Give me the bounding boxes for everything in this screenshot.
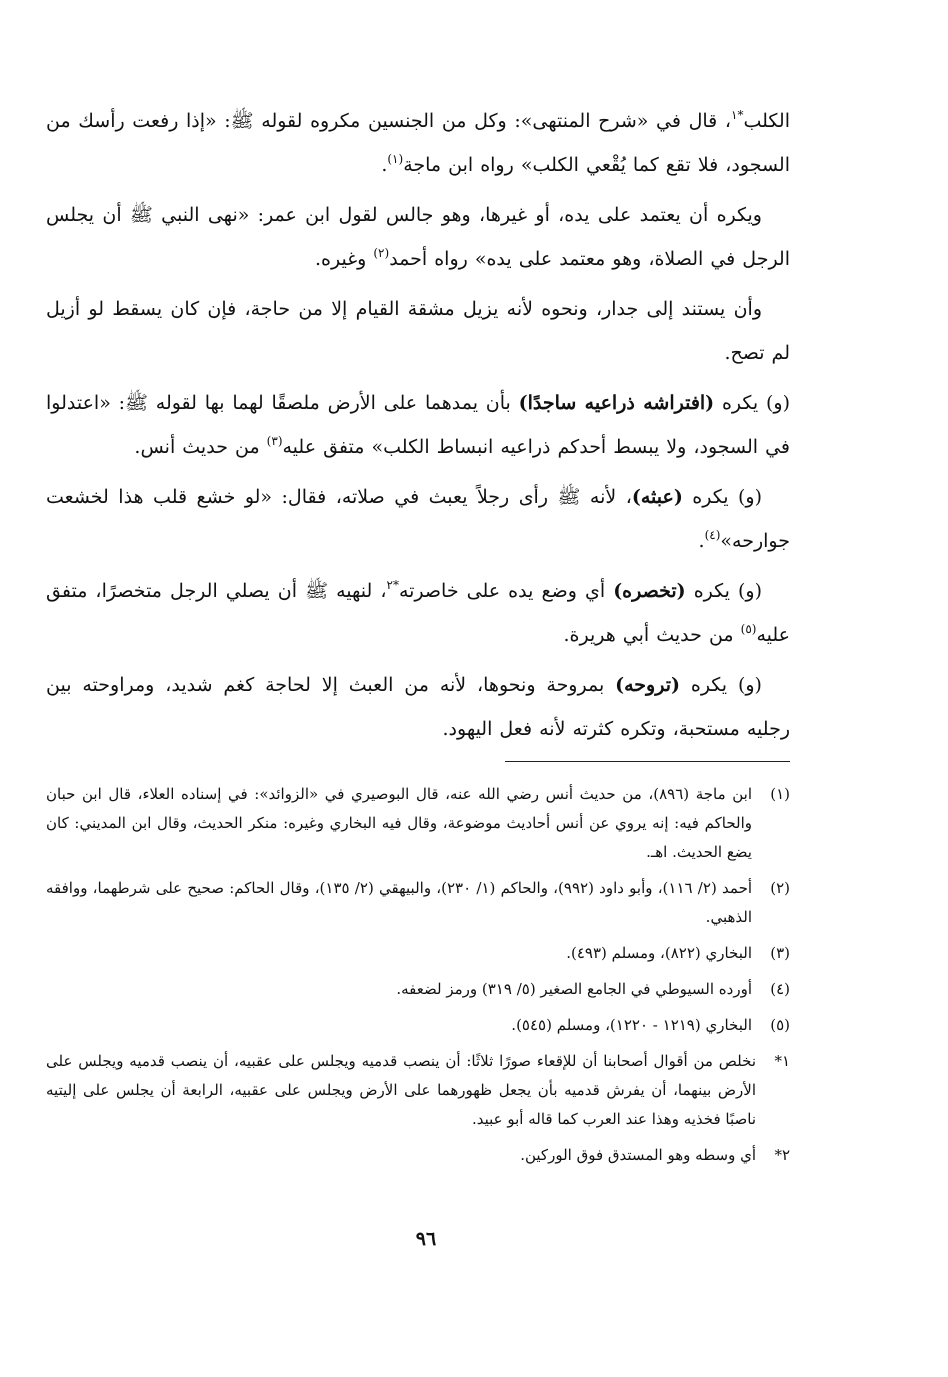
bold-term: (عبثه) [631,486,683,508]
footnote-marker: (٤) [704,527,721,542]
text-run: ، لنهيه ﷺ أن يصلي الرجل متخصرًا، متفق عليه [46,580,790,646]
footnotes [46,780,790,1170]
text-run: ويكره أن يعتمد على يده، أو غيرها، وهو جالس لقول ابن عمر: «نهى النبي ﷺ أن يجلس الرجل في الصلاة، وهو معتمد على يده» رواه أحمد [46,204,790,270]
footnote-text: البخاري (٨٢٢)، ومسلم (٤٩٣). [566,944,752,962]
footnote-marker: (٣) [266,433,283,448]
footnote-text: البخاري (١٢١٩ - ١٢٢٠)، ومسلم (٥٤٥). [511,1016,752,1034]
footnote [46,975,790,1004]
text-run: وأن يستند إلى جدار، ونحوه لأنه يزيل مشقة القيام إلا من حاجة، فإن كان يسقط لو أزيل لم تصح. [46,298,790,364]
paragraph [46,194,790,281]
footnote-text: ابن ماجة (٨٩٦)، من حديث أنس رضي الله عنه، قال البوصيري في «الزوائد»: في إسناده العلاء، قال ابن حبان والحاكم فيه: إنه يروي عن أنس أحاديث موضوعة، وقال فيه البخاري وغيره: منكر الحديث، وقال ابن المديني: كان يضع الحديث. اهـ. [46,785,752,861]
bold-term: (تخصره) [613,580,686,602]
text-run: (و) يكره [682,486,762,508]
text-run: من حديث أنس. [134,435,267,458]
text-run: وغيره. [314,247,374,270]
footnote [46,874,790,932]
paragraph [46,476,790,563]
editor-note [46,1141,790,1170]
footnote-marker: (١) [387,151,404,166]
main-text [46,100,790,751]
footnote-separator [505,761,790,762]
footnote-text: أورده السيوطي في الجامع الصغير (٥/ ٣١٩) ورمز لضعفه. [396,980,752,998]
footnote-marker: *٢ [386,578,399,592]
footnote-number: ٢* [774,1146,790,1164]
footnote-number: (٣) [770,944,790,962]
text-run: . [698,529,705,552]
footnote-text: أحمد (٢/ ١١٦)، وأبو داود (٩٩٢)، والحاكم (١/ ٢٣٠)، والبيهقي (٢/ ١٣٥)، وقال الحاكم: صحيح على شرطهما، ووافقه الذهبي. [46,879,753,926]
text-run: من حديث أبي هريرة. [563,623,741,646]
page-number: ٩٦ [415,1228,437,1250]
footnote-marker: (٢) [373,245,390,260]
text-run: ، قال في «شرح المنتهى»: وكل من الجنسين مكروه لقوله ﷺ: «إذا رفعت رأسك من السجود، فلا تقع كما يُقْعي الكلب» رواه ابن ماجة [46,110,790,176]
footnote-marker: (٥) [740,621,757,636]
text-run: (و) يكره [679,674,762,696]
footnote [46,939,790,968]
footnote-number: (٢) [770,879,790,897]
text-run: (و) يكره [685,580,762,602]
bold-term: (تروحه) [615,674,680,696]
editor-note [46,1047,790,1134]
paragraph [46,664,790,751]
footnote-text: نخلص من أقوال أصحابنا أن للإقعاء صورًا ثلاثًا: أن ينصب قدميه ويجلس على عقبيه، أن ينصب قدميه ويجلس على الأرض بينهما، أن يفرش قدميه بأن يجعل ظهورهما على الأرض ويجلس على عقبيه، الرابعة أن يجلس على إليتيه ناصبًا فخذيه وهذا عند العرب كما قاله أبو عبيد. [46,1052,756,1128]
footnote-number: (٤) [770,980,790,998]
text-run: الكلب [743,110,790,132]
footnote-number: ١* [774,1052,790,1070]
footnote-number: (٥) [770,1016,790,1034]
footnote-marker: *١ [731,108,744,122]
paragraph [46,570,790,657]
paragraph [46,100,790,187]
paragraph [46,382,790,469]
page [46,100,790,1177]
text-run: بمروحة ونحوها، لأنه من العبث إلا لحاجة كغم شديد، ومراوحته بين رجليه مستحبة، وتكره كثرته لأنه فعل اليهود. [46,674,790,740]
paragraph [46,288,790,375]
text-run: ، لأنه ﷺ رأى رجلاً يعبث في صلاته، فقال: «لو خشع قلب هذا لخشعت جوارحه» [46,486,790,552]
text-run: بأن يمدهما على الأرض ملصقًا لهما بها لقوله ﷺ: «اعتدلوا في السجود، ولا يبسط أحدكم ذراعيه انبساط الكلب» متفق عليه [46,392,790,458]
footnote-text: أي وسطه وهو المستدق فوق الوركين. [520,1146,756,1164]
footnote [46,780,790,867]
text-run: . [381,153,388,176]
footnote-number: (١) [770,785,790,803]
text-run: أي وضع يده على خاصرته [398,580,614,602]
footnote [46,1011,790,1040]
text-run: (و) يكره [714,392,790,414]
bold-term: (افتراشه ذراعيه ساجدًا) [518,392,715,414]
